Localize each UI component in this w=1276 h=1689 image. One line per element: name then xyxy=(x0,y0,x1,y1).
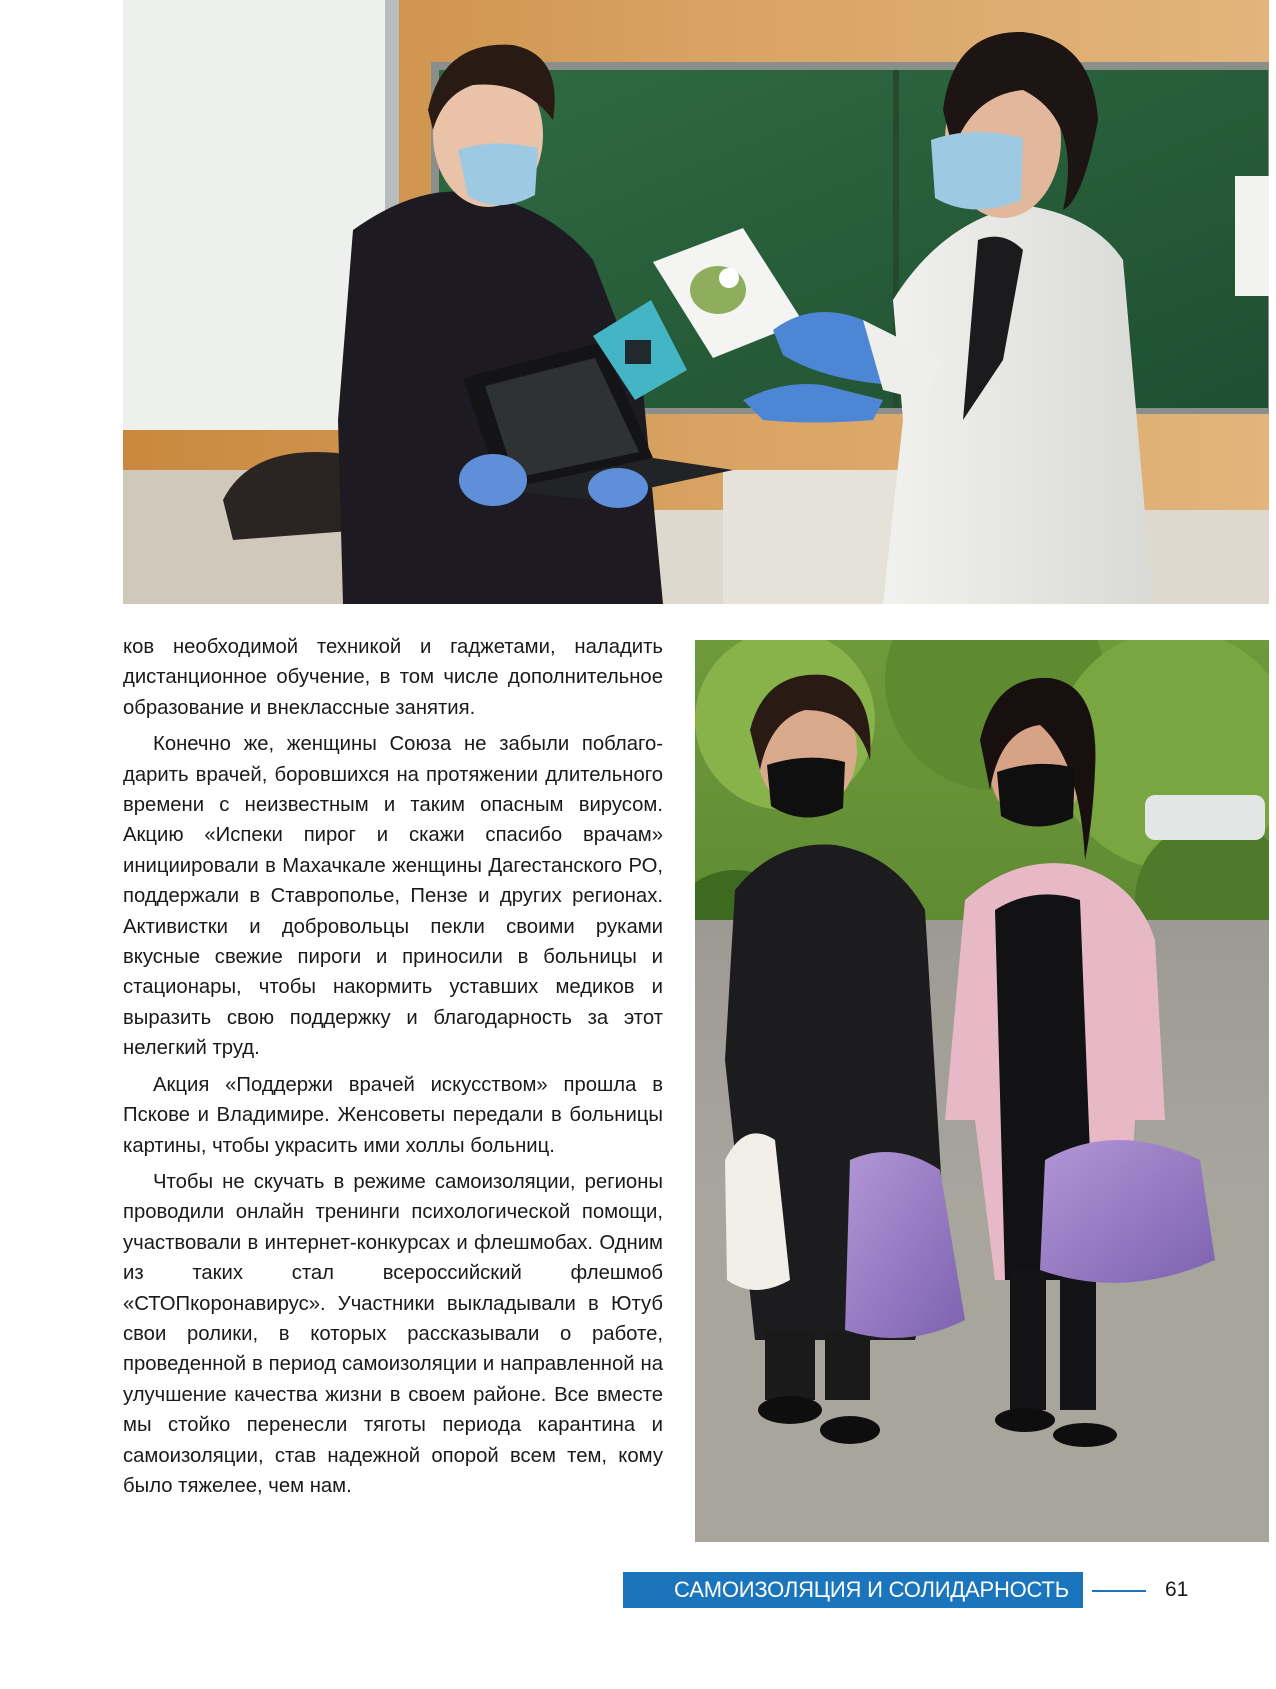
page-number: 61 xyxy=(1165,1578,1189,1601)
article-paragraph-1: ков необходимой техникой и гаджетами, наладить дистанционное обучение, в том числе дополнительное образование и внеклассные занятия. xyxy=(123,636,663,719)
volunteers-with-bags-photo xyxy=(695,640,1269,1542)
article-body xyxy=(123,632,663,1507)
section-title-banner: САМОИЗОЛЯЦИЯ И СОЛИДАРНОСТЬ xyxy=(623,1572,1083,1608)
footer-divider xyxy=(1092,1590,1146,1592)
article-paragraph-2: Конечно же, женщины Союза не забыли поблагодарить врачей, боровшихся на протяжении длительного времени с неизвестным и таким опасным вирусом. Акцию «Испеки пирог и скажи спасибо врачам» инициировали в Махачкале женщины Дагестанского РО, поддержали в Ставрополье, Пензе и других регионах. Активистки и добровольцы пекли своими руками вкусные свежие пироги и приносили в больницы и стационары, чтобы накормить уставших медиков и выразить свою поддержку и благодарность за этот нелегкий труд. xyxy=(123,733,663,1060)
article-paragraph-3: Акция «Поддержи врачей искусством» прошла в Пскове и Владимире. Женсоветы передали в больницы картины, чтобы украсить ими холлы больниц. xyxy=(123,1073,663,1157)
article-paragraph-4: Чтобы не скучать в режиме самоизоляции, регионы проводили онлайн тренинги психологической помощи, участвовали в интернет-конкурсах и флешмобах. Одним из таких стал всероссийский флешмоб «СТОПкоронавирус». Участники выкладывали в Ютуб свои ролики, в которых рассказывали о работе, проведенной в период самоизоляции и направленной на улучшение качества жизни в своем районе. Все вместе мы стойко перенесли тяготы периода карантина и самоизоляции, став надежной опорой всем тем, кому было тяжелее, чем нам. xyxy=(123,1170,663,1497)
classroom-gadget-handover-photo xyxy=(123,0,1269,604)
